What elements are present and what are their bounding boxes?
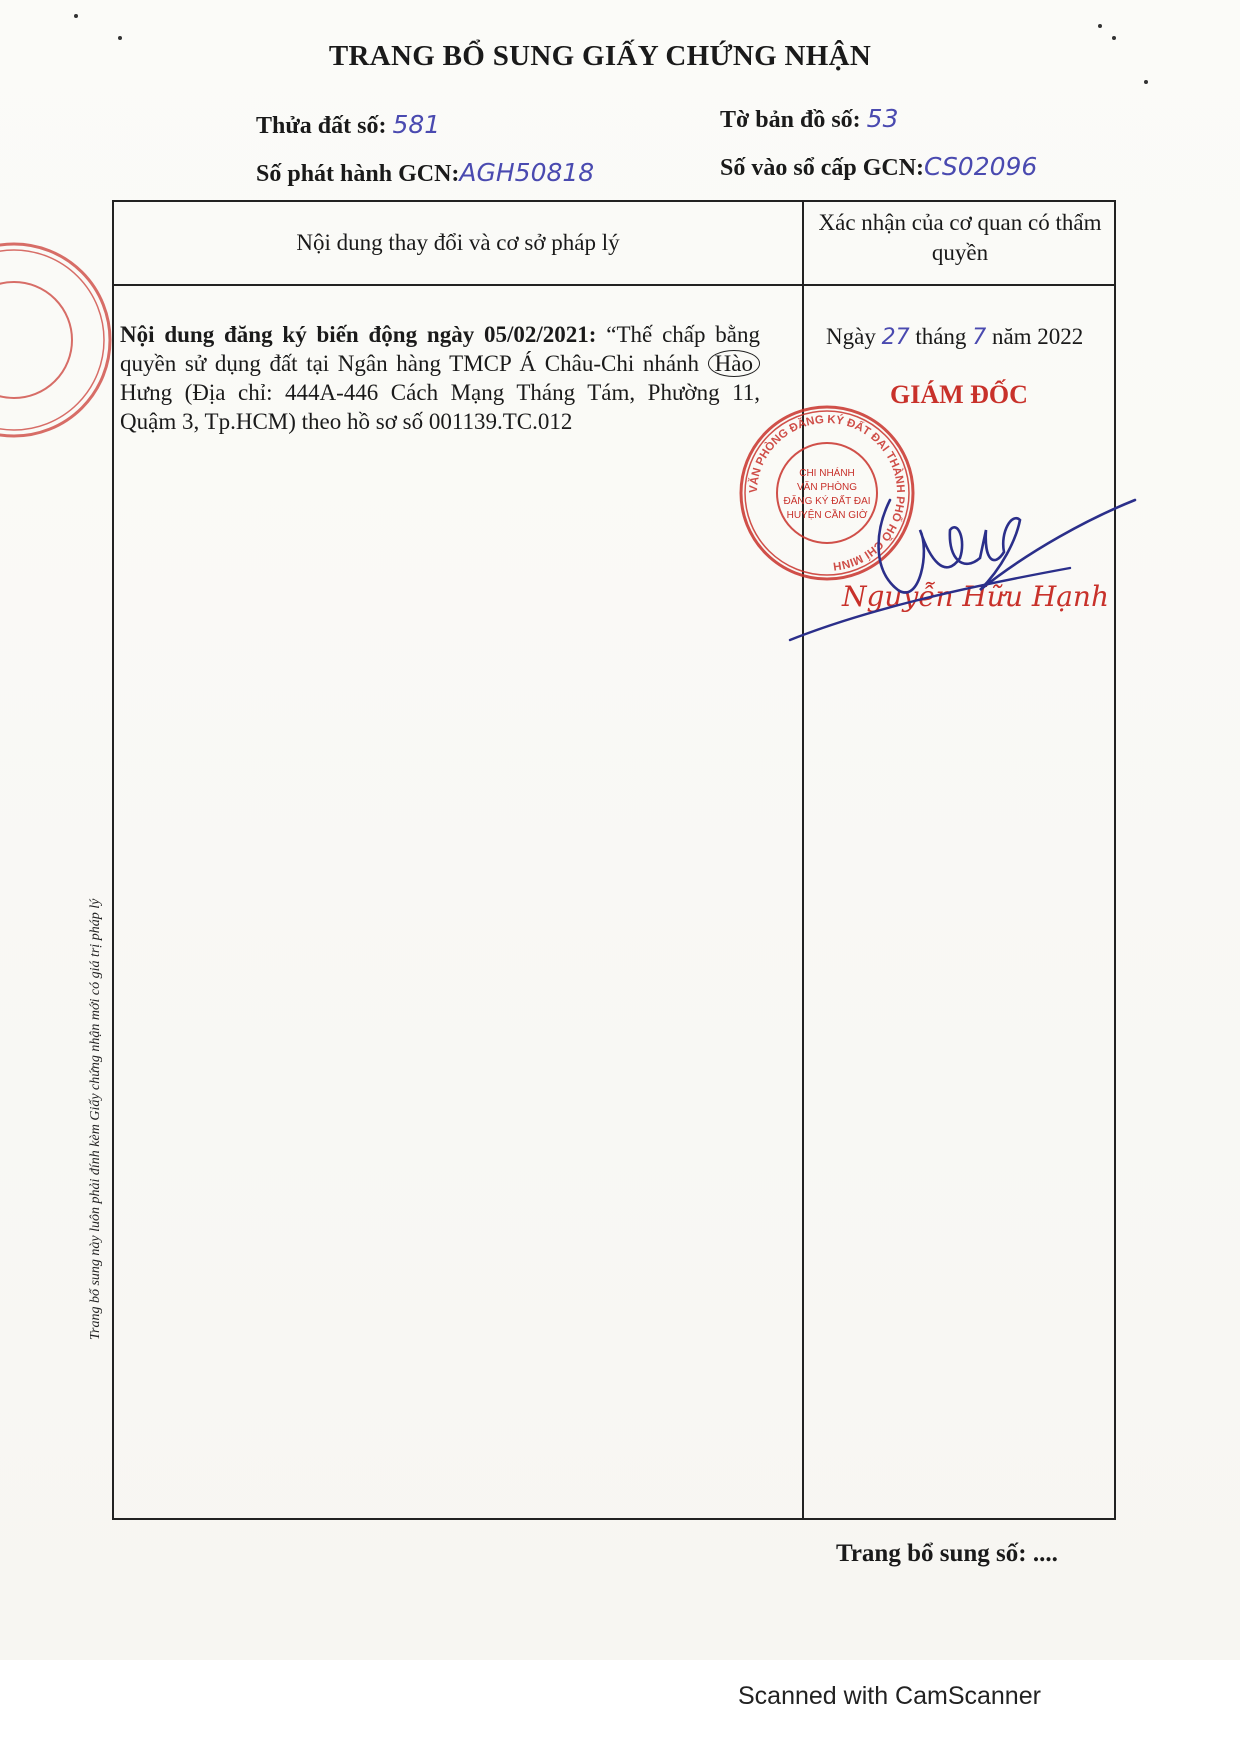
partial-seal-left (0, 240, 118, 440)
date-month: 7 (972, 325, 987, 350)
signature (780, 440, 1140, 660)
serial-value: AGH50818 (459, 158, 595, 187)
side-note: Trang bổ sung này luôn phải đính kèm Giấy chứng nhận mới có giá trị pháp lý (88, 898, 103, 1340)
date-day: 27 (881, 325, 910, 350)
map-sheet-label: Tờ bản đồ số: (720, 107, 861, 133)
entry-text (120, 320, 760, 436)
date-prefix: Ngày (826, 324, 876, 349)
entry-heading: Nội dung đăng ký biến động ngày 05/02/2021: (120, 322, 597, 347)
director-title: GIÁM ĐỐC (890, 380, 1028, 409)
signer-name: Nguyễn Hữu Hạnh (842, 580, 1109, 613)
map-sheet-number (720, 104, 898, 134)
serial-label: Số phát hành GCN: (256, 161, 460, 187)
header-confirmation: Xác nhận của cơ quan có thẩm quyền (818, 210, 1102, 265)
header-changes: Nội dung thay đổi và cơ sở pháp lý (296, 230, 620, 255)
seal-line-2: VĂN PHÒNG (796, 482, 858, 493)
seal-line-3: ĐĂNG KÝ ĐẤT ĐAI (783, 496, 871, 507)
scan-speck (1098, 24, 1102, 28)
header-divider (114, 284, 1114, 286)
scan-speck (74, 14, 78, 18)
date-month-label: tháng (915, 324, 967, 349)
entry-circled-word: Hào (708, 350, 760, 377)
document-title: TRANG BỔ SUNG GIẤY CHỨNG NHẬN (328, 40, 872, 72)
register-label: Số vào sổ cấp GCN: (720, 155, 925, 181)
date-year: năm 2022 (991, 324, 1084, 349)
register-number (720, 152, 1037, 182)
change-record-table (112, 200, 1116, 1520)
entry-text-part-2: Hưng (Địa chỉ: 444A-446 Cách Mạng Tháng Tám, Phường 11, Quậm 3, Tp.HCM) theo hồ sơ số 001139.TC.012 (120, 380, 760, 434)
map-sheet-value: 53 (866, 104, 899, 133)
entry-text-part-1: “Thế chấp bằng quyền sử dụng đất tại Ngân hàng TMCP Á Châu-Chi nhánh (120, 322, 761, 376)
supplement-page-number: Trang bổ sung số: .... (836, 1540, 1058, 1567)
serial-number (256, 158, 594, 188)
register-value: CS02096 (924, 152, 1038, 181)
column-divider (802, 202, 804, 1518)
scan-speck (1144, 80, 1148, 84)
confirmation-date (826, 324, 1083, 350)
seal-line-1: CHI NHÁNH (799, 468, 855, 479)
parcel-value: 581 (392, 110, 441, 139)
seal-line-4: HUYỆN CẦN GIỜ (786, 510, 868, 521)
parcel-label: Thửa đất số: (256, 113, 387, 139)
parcel-number (256, 110, 440, 140)
camscanner-watermark: Scanned with CamScanner (738, 1682, 1041, 1710)
seal-ring-text: VĂN PHÒNG ĐĂNG KÝ ĐẤT ĐAI THÀNH PHỐ HỒ CHÍ MINH (747, 413, 907, 572)
